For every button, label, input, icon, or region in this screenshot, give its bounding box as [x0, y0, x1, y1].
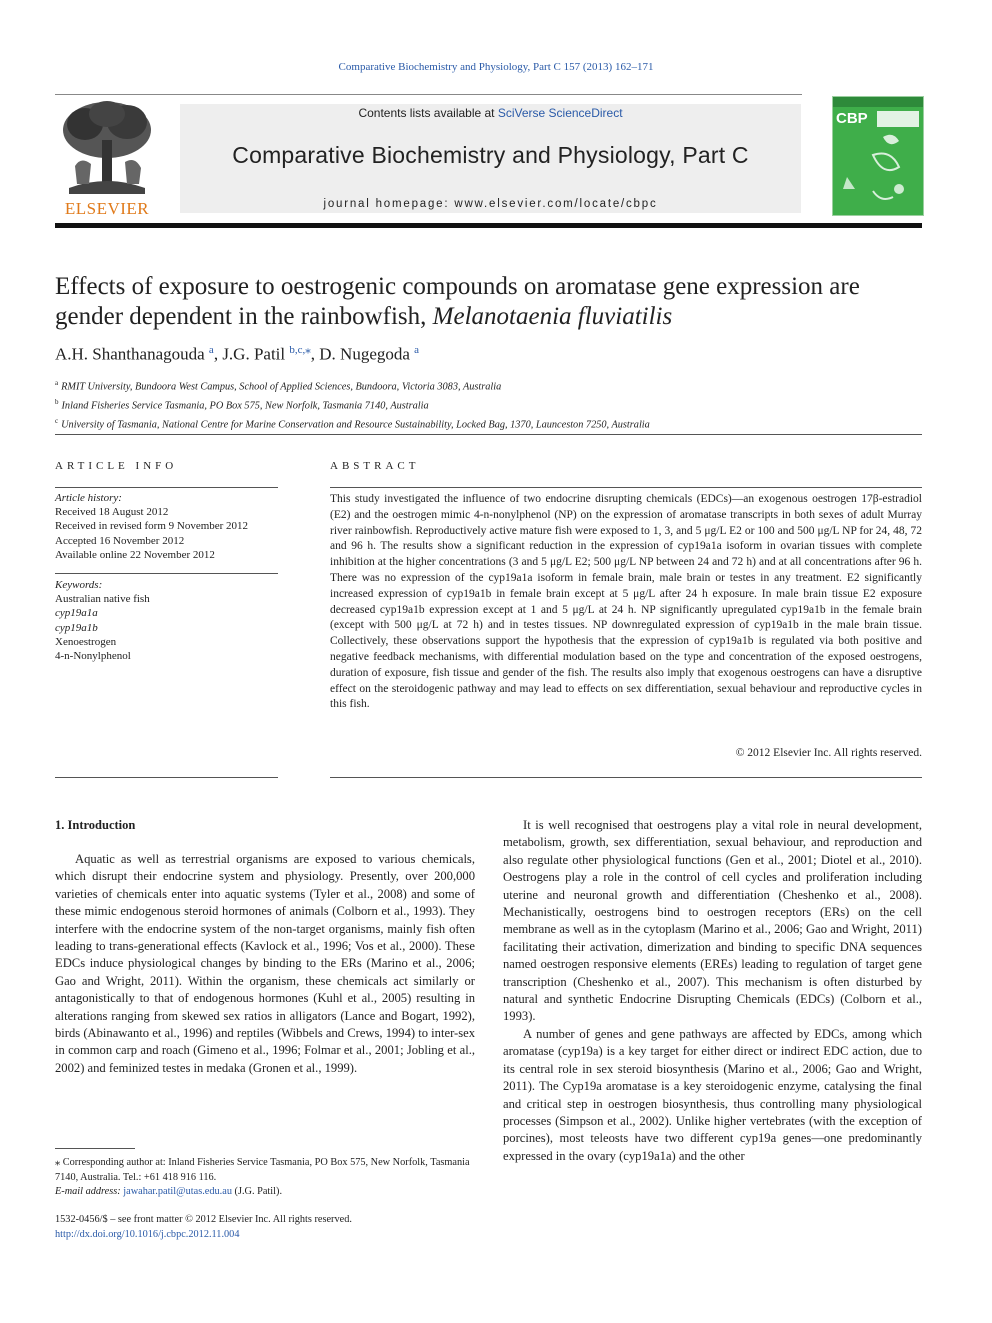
- journal-reference-link[interactable]: Comparative Biochemistry and Physiology, Part C 157 (2013) 162–171: [338, 61, 654, 73]
- email-link[interactable]: jawahar.patil@utas.edu.au: [123, 1186, 232, 1197]
- affiliation-mark: c: [55, 416, 59, 425]
- affiliation-divider: [55, 434, 922, 435]
- abstract-text: This study investigated the influence of two endocrine disrupting chemicals (EDCs)—an exogenous oestrogen 17β-estradiol (E2) and the oestrogen mimic 4-n-nonylphenol (NP) on the expression of aromatase transcripts in both sexes of adult Murray river rainbowfish. Reproductively active mature fish were exposed to 1, 3, and 5 μg/L E2 or 100 and 500 μg/L NP for 24, 48, 72 and 96 h. The results show a significant reduction in the expression of cyp19a1a isoform in ovarian tissues with complete inhibition at the higher concentrations (3 and 5 μg/L E2; 500 μg/L NP between 24 and 72 h) and at all concentrations after 96 h. There was no expression of the cyp19a1a isoform in female brain, male brain or testes in any treatment. E2 significantly increased expression of cyp19a1b in female brain except at 5 μg/L after 24 h exposure. In male brain tissue E2 exposure decreased cyp19a1b expression except at 1 and 5 μg/L at 24 h. NP significantly upregulated cyp19a1b in the female brain (except with 500 μg/L at 72 h) and in testes tissues. NP downregulated expression of cyp19a1b in the male brain tissue. Collectively, these observations support the hypothesis that the expression of cyp19a1b is regulated via both positive and negative feedback mechanisms, with differential modulation based on the type and concentration of the exposed oestrogens, duration of exposure, fish tissue and gender of the fish. The results also imply that exogenous oestrogens can have a disruptive effect on the steroidogenic pathway and may lead to effects on sex differentiation, sexual behaviour and reproductive cycles in this fish.: [330, 493, 922, 711]
- intro-paragraph: A number of genes and gene pathways are affected by EDCs, among which aromatase (cyp19a) is a key target for either direct or indirect EDC action, due to its central role in sex steroid biosynthesis (Marino et al., 2006; Gao and Wright, 2011). The Cyp19a aromatase is a key steroidogenic enzyme, catalysing the final and critical step in oestrogen biosynthesis, thus controlling many physiological processes (Simpson et al., 2002). Unlike higher vertebrates (with the exception of porcines), most teleosts have two different cyp19a genes—one predominantly expressed in the ovary (cyp19a1a) and the other: [503, 1026, 922, 1163]
- elsevier-tree-icon: [55, 96, 159, 194]
- journal-masthead: [180, 104, 801, 213]
- affiliation-text: Inland Fisheries Service Tasmania, PO Box 575, New Norfolk, Tasmania 7140, Australia: [61, 400, 429, 412]
- intro-paragraph: Aquatic as well as terrestrial organisms are exposed to various chemicals, which disrupt their endocrine system and physiology. Presently, over 200,000 varieties of chemicals enter into aquatic systems (Tyler et al., 2008) and some of these mimic endogenous steroid hormones of animals (Colborn et al., 1993). They interfere with the endocrine system of the non-target organisms, mainly fish often leading to trans-generational effects (Kavlock et al., 1996; Vos et al., 2000). These EDCs induce physiological changes by binding to the ERs (Marino et al., 2006; Gao and Wright, 2011). Within the organism, these chemicals act similarly or antagonistically to that of endogenous hormones (Kuhl et al., 2005) resulting in alterations ranging from skewed sex ratios in alligators (Lance and Bogart, 1992), birds (Abinawanto et al., 1996) and reptiles (Wibbels and Crews, 1994) to inter-sex in common carp and roach (Gimeno et al., 1996; Folmar et al., 2001; Jobling et al., 2002) and feminized testes in medaka (Gronen et al., 1999).: [55, 852, 475, 1075]
- history-item: Accepted 16 November 2012: [55, 534, 185, 547]
- title-line-2: gender dependent in the rainbowfish,: [55, 303, 433, 330]
- author-affiliation-mark[interactable]: b,c,⁎: [289, 344, 311, 356]
- header-divider: [55, 223, 922, 228]
- email-line: [55, 1185, 475, 1200]
- affiliation-item: [55, 395, 925, 414]
- introduction-heading: 1. Introduction: [55, 818, 136, 832]
- article-info-bottom-rule: [55, 777, 278, 778]
- keywords: [55, 578, 280, 663]
- issn-line: 1532-0456/$ – see front matter © 2012 Elsevier Inc. All rights reserved.: [55, 1214, 352, 1225]
- doi-link[interactable]: http://dx.doi.org/10.1016/j.cbpc.2012.11.004: [55, 1228, 240, 1240]
- affiliations: [55, 376, 925, 433]
- affiliation-mark: a: [55, 379, 59, 387]
- cover-illustration-icon: [833, 97, 923, 215]
- history-item: Available online 22 November 2012: [55, 548, 215, 561]
- article-info-heading: ARTICLE INFO: [55, 460, 178, 472]
- copyright-notice: © 2012 Elsevier Inc. All rights reserved.: [735, 747, 922, 759]
- sciencedirect-link[interactable]: SciVerse ScienceDirect: [497, 106, 623, 120]
- author-name: D. Nugegoda: [319, 344, 410, 364]
- journal-name: Comparative Biochemistry and Physiology, Part C: [232, 142, 749, 168]
- keyword-item: cyp19a1b: [55, 621, 98, 634]
- history-label: Article history:: [55, 492, 122, 504]
- affiliation-item: [55, 376, 925, 395]
- keyword-item: Xenoestrogen: [55, 635, 117, 648]
- author-affiliation-mark[interactable]: a: [208, 344, 214, 356]
- abstract-rule: [330, 487, 922, 488]
- affiliation-mark: b: [55, 397, 59, 406]
- article-title: [55, 272, 925, 332]
- history-item: Received in revised form 9 November 2012: [55, 520, 249, 533]
- journal-cover-thumbnail: [832, 96, 924, 216]
- author-name: A.H. Shanthanagouda: [55, 344, 205, 364]
- contents-line: [180, 106, 801, 120]
- keyword-item: 4-n-Nonylphenol: [55, 650, 131, 663]
- abstract-heading: ABSTRACT: [330, 460, 420, 472]
- footnote-rule: [55, 1148, 135, 1149]
- author-affiliation-mark[interactable]: a: [414, 344, 420, 356]
- corresponding-author-footnote: [55, 1156, 475, 1200]
- email-suffix: (J.G. Patil).: [231, 1186, 283, 1197]
- species-name: Melanotaenia fluviatilis: [432, 303, 673, 330]
- abstract-bottom-rule: [330, 777, 922, 778]
- affiliation-text: University of Tasmania, National Centre for Marine Conservation and Resource Sustainability, Locked Bag, 1370, Launceston 7250, Australia: [61, 419, 650, 431]
- email-label: E-mail address:: [55, 1186, 124, 1197]
- keywords-label: Keywords:: [55, 579, 103, 591]
- journal-homepage[interactable]: journal homepage: www.elsevier.com/locate/cbpc: [323, 198, 658, 210]
- title-line-1: Effects of exposure to oestrogenic compounds on aromatase gene expression are: [55, 273, 860, 300]
- keyword-item: cyp19a1a: [55, 607, 98, 620]
- intro-paragraph: It is well recognised that oestrogens play a vital role in neural development, metabolism, growth, sex differentiation, sexual behaviour, and reproduction and also regulate other physiological functions (Gen et al., 2001; Diotel et al., 2010). Oestrogens play a role in the control of cell cycles and proliferation including uterine and neuronal growth and differentiation (Cheshenko et al., 2008). Mechanistically, oestrogens bind to oestrogen receptors (ERs) on the cell membrane as well as in the cytoplasm (Marino et al., 2006; Gao and Wright, 2011) facilitating their activation, dimerization and binding to specific DNA sequences named oestrogen responsive elements (EREs) leading to regulation of target gene transcription (Cheshenko et al., 2007). This mechanism is often disturbed by natural and synthetic Endocrine Disrupting Chemicals (EDCs) (Colborn et al., 1993).: [503, 818, 922, 1024]
- author-list: A.H. Shanthanagouda $^a$, J.G. Patil $^{b,c,⁎}$, D. Nugegoda $^a$: [55, 344, 420, 364]
- masthead-top-rule: [55, 94, 802, 95]
- affiliation-text: RMIT University, Bundoora West Campus, School of Applied Sciences, Bundoora, Victoria 3083, Australia: [61, 381, 502, 393]
- corresponding-author-text: ⁎ Corresponding author at: Inland Fisheries Service Tasmania, PO Box 575, New Norfolk, Tasmania 7140, Australia. Tel.: +61 418 916 116.: [55, 1157, 470, 1183]
- article-info-rule: [55, 487, 278, 488]
- elsevier-logo: [55, 96, 159, 216]
- cover-abbrev: CBP: [836, 110, 868, 127]
- keywords-rule: [55, 573, 278, 574]
- keyword-item: Australian native fish: [55, 593, 150, 606]
- issn-block: [55, 1213, 475, 1242]
- intro-right-column: [503, 817, 922, 1165]
- history-item: Received 18 August 2012: [55, 506, 169, 519]
- author-name: J.G. Patil: [222, 344, 286, 364]
- article-history: [55, 491, 280, 562]
- contents-prefix: Contents lists available at: [358, 106, 498, 120]
- affiliation-item: [55, 414, 925, 433]
- elsevier-wordmark: ELSEVIER: [64, 199, 150, 218]
- intro-left-column: [55, 851, 475, 1077]
